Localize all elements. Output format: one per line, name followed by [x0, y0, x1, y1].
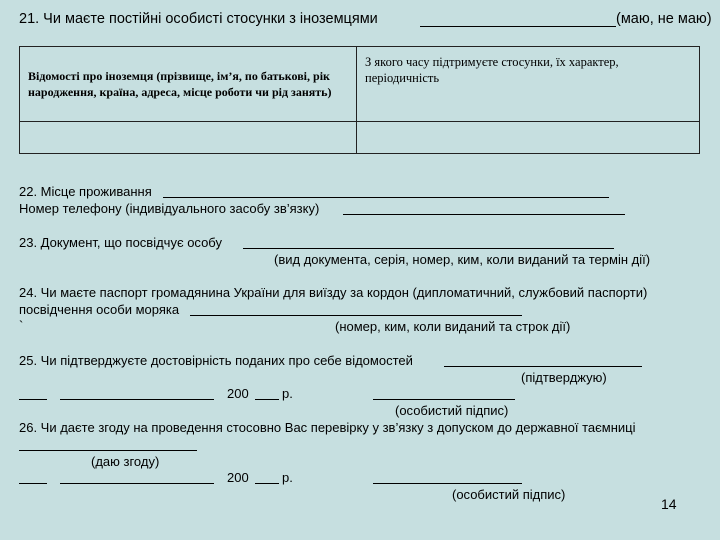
q26-signature-hint: (особистий підпис): [452, 487, 566, 502]
page-number: 14: [661, 496, 677, 512]
q24-line1: 24. Чи маєте паспорт громадянина України для виїзду за кордон (дипломатичний, службовий паспорти): [19, 285, 648, 300]
q25-month-line: [60, 399, 214, 400]
q26-year-line: [255, 483, 279, 484]
q25-confirm-line: [444, 366, 642, 367]
q26-year-prefix: 200: [227, 470, 249, 485]
foreigners-table: [19, 46, 700, 154]
q23-hint: (вид документа, серія, номер, ким, коли виданий та термін дії): [274, 252, 651, 267]
q24-line2: посвідчення особи моряка: [19, 302, 180, 317]
q26-consent-line: [19, 450, 197, 451]
q24-mark: `: [19, 318, 24, 333]
q22-text: 22. Місце проживання: [19, 184, 152, 199]
q21-answer-line: [420, 26, 616, 27]
q25-text: 25. Чи підтверджуєте достовірність поданих про себе відомостей: [19, 353, 413, 368]
q22-phone-line: [343, 214, 625, 215]
q25-signature-hint: (особистий підпис): [395, 403, 509, 418]
q26-year-suffix: р.: [282, 470, 293, 485]
q25-year-suffix: р.: [282, 386, 293, 401]
q21-text: 21. Чи маєте постійні особисті стосунки з іноземцями: [19, 11, 378, 27]
q25-hint: (підтверджую): [521, 370, 607, 385]
q25-year-prefix: 200: [227, 386, 249, 401]
q24-passport-line: [190, 315, 522, 316]
q26-text: 26. Чи даєте згоду на проведення стосовно Вас перевірку у зв’язку з допуском до державної таємниці: [19, 420, 636, 435]
table-column-divider: [356, 47, 357, 153]
q26-month-line: [60, 483, 214, 484]
table-col2-header: З якого часу підтримуєте стосунки, їх характер, періодичність: [365, 55, 619, 85]
q26-signature-line: [373, 483, 522, 484]
q26-hint: (даю згоду): [91, 454, 160, 469]
table-col1-header: Відомості про іноземця (прізвище, ім’я, по батькові, рік народження, країна, адреса, місце роботи чи рід занять): [28, 69, 332, 99]
q25-signature-line: [373, 399, 515, 400]
q25-year-line: [255, 399, 279, 400]
q22-phone-label: Номер телефону (індивідуального засобу зв’язку): [19, 201, 320, 216]
q24-hint: (номер, ким, коли виданий та строк дії): [335, 319, 571, 334]
q22-residence-line: [163, 197, 609, 198]
q23-document-line: [243, 248, 614, 249]
q23-text: 23. Документ, що посвідчує особу: [19, 235, 222, 250]
table-row-divider: [20, 121, 699, 122]
q26-day-line: [19, 483, 47, 484]
q21-answer-hint: (маю, не маю): [616, 11, 712, 27]
q25-day-line: [19, 399, 47, 400]
